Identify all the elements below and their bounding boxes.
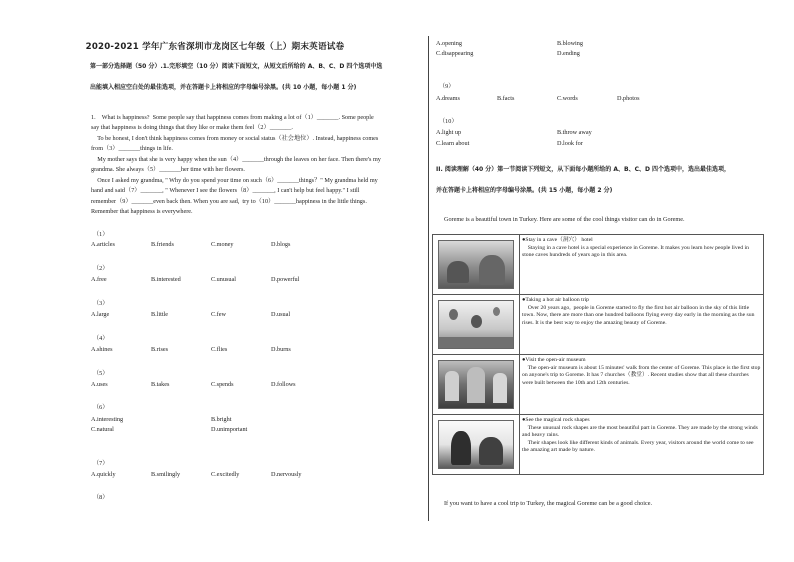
question-number: （10） — [439, 118, 458, 125]
table-text-cell — [520, 415, 764, 475]
option-a[interactable]: A.opening — [436, 40, 462, 47]
passage-line: My mother says that she is very happy when the sun（4）_______through the leaves on her face. Then there's my — [91, 156, 381, 163]
option-d[interactable]: D.photos — [617, 95, 640, 102]
question-number: （5） — [93, 370, 109, 377]
table-text-cell — [520, 295, 764, 355]
part2-instruction-line1: II. 阅读理解（40 分）第一节阅读下列短文，从下面每小题所给的 A、B、C、D 四个选项中，选出最佳选项， — [436, 166, 731, 173]
reading-closing: If you want to have a cool trip to Turkey, the magical Goreme can be a good choice. — [444, 500, 653, 507]
option-b[interactable]: B.rises — [151, 346, 169, 353]
option-a[interactable]: A.large — [91, 311, 110, 318]
passage-line: hand and said（7）_______, " Whenever I see the flowers（8）_______, I can't help but feel happy." I still — [91, 187, 360, 194]
option-c[interactable]: C.unusual — [211, 276, 236, 283]
passage-line: 1. What is happiness? Some people say that happiness comes from making a lot of（1）_______. Some people — [91, 114, 374, 121]
table-image-cell — [433, 295, 520, 355]
question-number: （4） — [93, 335, 109, 342]
passage-line: To be honest, I don't think happiness comes from money or social status（社会地位）. Instead, happiness comes — [91, 135, 379, 142]
option-b[interactable]: B.bright — [211, 416, 232, 423]
question-number: （1） — [93, 231, 109, 238]
option-b[interactable]: B.friends — [151, 241, 174, 248]
option-c[interactable]: C.words — [557, 95, 578, 102]
passage-line: grandma. She always（5）_______her time with her flowers. — [91, 166, 245, 173]
option-a[interactable]: A.interesting — [91, 416, 124, 423]
option-c[interactable]: C.learn about — [436, 140, 470, 147]
passage-line: say that happiness is doing things that they like or make them feel（2）_______. — [91, 124, 293, 131]
table-row — [433, 295, 764, 355]
option-c[interactable]: C.flies — [211, 346, 228, 353]
table-row — [433, 415, 764, 475]
table-text-cell — [520, 235, 764, 295]
table-text-cell — [520, 355, 764, 415]
part1-instruction-line2: 出能填入相应空白处的最佳选项，并在答题卡上将相应的字母编号涂黑。(共 10 小题，每小题 1 分) — [90, 84, 357, 91]
option-d[interactable]: D.follows — [271, 381, 296, 388]
reading-intro: Goreme is a beautiful town in Turkey. Here are some of the cool things visitor can do in Goreme. — [444, 216, 685, 223]
page-title: 2020-2021 学年广东省深圳市龙岗区七年级（上）期末英语试卷 — [85, 42, 345, 52]
option-a[interactable]: A.uses — [91, 381, 108, 388]
hot-air-balloon-photo — [438, 300, 514, 349]
option-b[interactable]: B.blowing — [557, 40, 583, 47]
table-image-cell — [433, 235, 520, 295]
option-d[interactable]: D.ending — [557, 50, 580, 57]
section-heading: ●Stay in a cave（洞穴） hotel — [522, 237, 593, 243]
option-b[interactable]: B.little — [151, 311, 169, 318]
section-heading: ●Taking a hot air balloon trip — [522, 297, 590, 303]
option-b[interactable]: B.facts — [497, 95, 515, 102]
passage-line: from（3）_______things in life. — [91, 145, 173, 152]
option-c[interactable]: C.money — [211, 241, 234, 248]
option-a[interactable]: A.quickly — [91, 471, 116, 478]
option-b[interactable]: B.takes — [151, 381, 170, 388]
section-body: Staying in a cave hotel is a special experience in Goreme. It makes you learn how people lived in stone caves hundreds of years ago in this area. — [522, 244, 751, 259]
option-d[interactable]: D.nervously — [271, 471, 302, 478]
option-b[interactable]: B.interested — [151, 276, 181, 283]
option-d[interactable]: D.look for — [557, 140, 583, 147]
option-d[interactable]: D.burns — [271, 346, 291, 353]
option-d[interactable]: D.usual — [271, 311, 291, 318]
option-a[interactable]: A.shines — [91, 346, 113, 353]
goreme-activities-table — [432, 234, 764, 475]
table-row — [433, 355, 764, 415]
option-a[interactable]: A.light up — [436, 129, 462, 136]
table-image-cell — [433, 415, 520, 475]
open-air-museum-photo — [438, 360, 514, 409]
section-body: The open-air museum is about 15 minutes' walk from the center of Goreme. This place is the first stop on anyone's trip to Goreme. It has 7 churches（教堂）. Recent studies show that all these churches were built between the 10th and 12th centuries. — [522, 364, 762, 386]
option-d[interactable]: D.unimportant — [211, 426, 248, 433]
option-c[interactable]: C.disappearing — [436, 50, 474, 57]
option-c[interactable]: C.natural — [91, 426, 114, 433]
table-row — [433, 235, 764, 295]
option-c[interactable]: C.spends — [211, 381, 234, 388]
question-number: （9） — [439, 83, 455, 90]
option-a[interactable]: A.free — [91, 276, 107, 283]
option-d[interactable]: D.powerful — [271, 276, 300, 283]
option-c[interactable]: C.few — [211, 311, 226, 318]
question-number: （2） — [93, 265, 109, 272]
question-number: （8） — [93, 494, 109, 501]
option-b[interactable]: B.throw away — [557, 129, 592, 136]
column-divider — [428, 36, 429, 521]
question-number: （6） — [93, 404, 109, 411]
option-a[interactable]: A.dreams — [436, 95, 460, 102]
section-heading: ●Visit the open-air museum — [522, 357, 586, 363]
option-d[interactable]: D.blogs — [271, 241, 291, 248]
section-body: Over 20 years ago, people in Goreme started to fly the first hot air balloon in the sky of this little town. Now, there are more than one hundred balloons flying every day early in the morning as the sun rises. It is the best way to enjoy the amazing beauty of Goreme. — [522, 304, 756, 326]
part2-instruction-line2: 并在答题卡上将相应的字母编号涂黑。(共 15 小题，每小题 2 分) — [436, 187, 613, 194]
option-b[interactable]: B.smilingly — [151, 471, 181, 478]
part1-instruction-line1: 第一部分选择题（50 分）.1.完形填空（10 分）阅读下面短文，从短文后所给的 A、B、C、D 四个选项中选 — [90, 63, 383, 70]
table-image-cell — [433, 355, 520, 415]
section-heading: ●See the magical rock shapes — [522, 417, 590, 423]
option-c[interactable]: C.excitedly — [211, 471, 240, 478]
option-a[interactable]: A.articles — [91, 241, 115, 248]
cave-hotel-photo — [438, 240, 514, 289]
question-number: （3） — [93, 300, 109, 307]
rock-shapes-photo — [438, 420, 514, 469]
section-body: These unusual rock shapes are the most beautiful part in Goreme. They are made by the strong winds and heavy rains. Their shapes look like different kinds of animals. Every year, visitors around the world come to see the amazing art made by nature. — [522, 424, 758, 454]
passage-line: remember（9）_______even back then. When you are sad, try to（10）_______happiness in the little things. — [91, 198, 367, 205]
passage-line: Once I asked my grandma, " Why do you spend your time on such（6）_______things？" My grandma held my — [91, 177, 378, 184]
passage-line: Remember that happiness is everywhere. — [91, 208, 193, 215]
question-number: （7） — [93, 460, 109, 467]
